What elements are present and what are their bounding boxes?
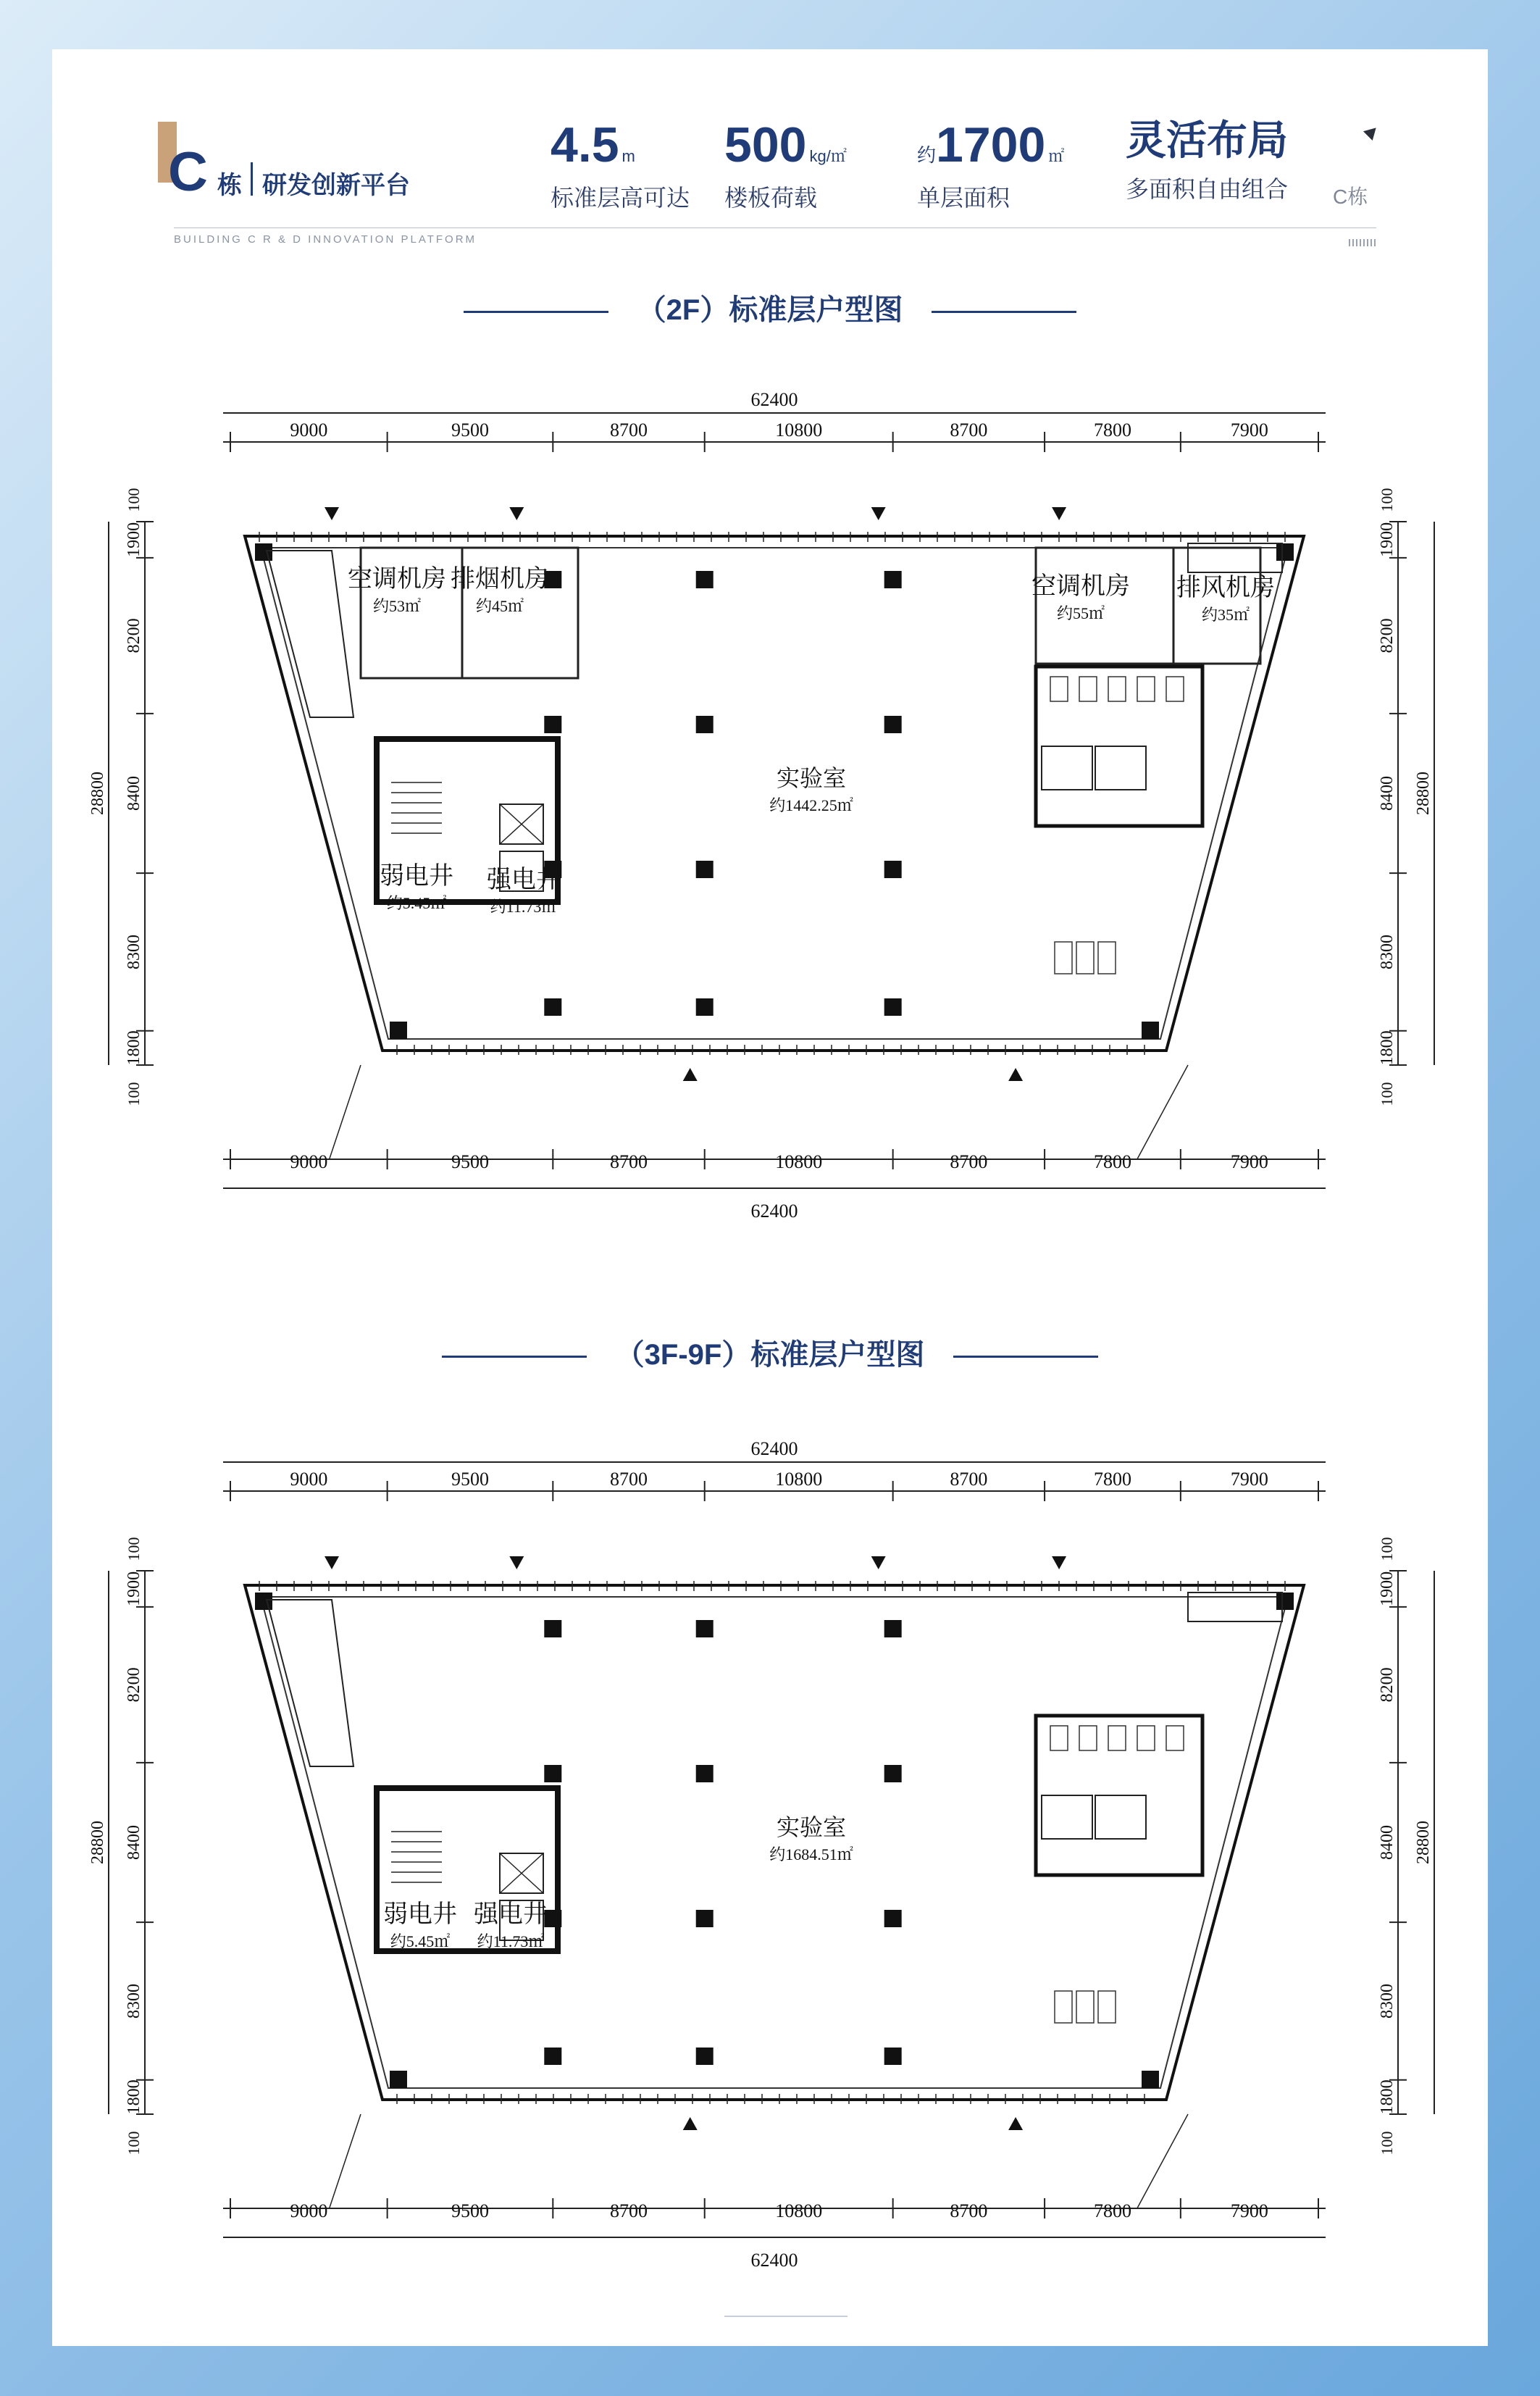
row-dimension: 1900 (125, 522, 143, 557)
row-dimension: 1800 (125, 2079, 143, 2115)
heading-line-left (464, 311, 608, 313)
elevator-shaft (1042, 1795, 1092, 1839)
structural-column (696, 2048, 713, 2065)
room-name-label: 空调机房 (348, 566, 446, 593)
corner-column (1142, 2071, 1159, 2088)
bay-dimension-bottom: 8700 (610, 1151, 648, 1172)
edge-dimension: 100 (1378, 488, 1396, 512)
bay-dimension-top: 8700 (950, 1469, 988, 1490)
room-area-label: 约55㎡ (1056, 604, 1105, 622)
row-dimension: 8200 (1378, 1667, 1397, 1703)
structural-column (884, 998, 902, 1016)
edge-dimension: 100 (1378, 1082, 1396, 1106)
room-name-label: 排烟机房 (451, 566, 549, 593)
restroom-stall (1137, 677, 1155, 701)
heading-line-left (442, 1356, 587, 1358)
room-name-label: 强电井 (474, 1901, 548, 1928)
fixture (1098, 942, 1116, 974)
stat-unit: m (622, 147, 635, 165)
fixture (1076, 942, 1094, 974)
heading-line-right (953, 1356, 1098, 1358)
building-suffix: 栋 (217, 172, 242, 199)
plan-heading-text: （2F）标准层户型图 (637, 294, 903, 326)
overall-dimension-top: 62400 (750, 1438, 798, 1459)
room-area-label: 约11.73㎡ (477, 1932, 545, 1950)
side-total-dimension: 28800 (88, 772, 107, 815)
bay-dimension-bottom: 9000 (290, 1151, 328, 1172)
bay-dimension-bottom: 8700 (950, 1151, 988, 1172)
stat-flexible-layout (1126, 117, 1289, 204)
side-total-dimension: 28800 (1414, 772, 1433, 815)
row-dimension: 8400 (125, 1825, 143, 1860)
fixture (1098, 1991, 1116, 2023)
structural-column (696, 716, 713, 733)
corner-column (1142, 1022, 1159, 1039)
entrance-arrow-icon (325, 1556, 339, 1569)
structural-column (696, 571, 713, 588)
corner-column (390, 2071, 407, 2088)
row-dimension: 1900 (1378, 522, 1397, 557)
stat-floor-load (724, 117, 847, 213)
page-subtitle: 研发创新平台 (262, 172, 410, 199)
entrance-arrow-icon (871, 1556, 886, 1569)
edge-dimension: 100 (125, 1537, 143, 1561)
bay-dimension-top: 8700 (610, 1469, 648, 1490)
row-dimension: 8400 (1378, 776, 1397, 811)
bay-dimension-top: 7800 (1093, 1469, 1131, 1490)
room-area-label: 约1442.25㎡ (769, 796, 853, 814)
stat-floor-area (917, 117, 1065, 213)
elevator-shaft (1095, 746, 1146, 790)
entrance-arrow-icon (325, 507, 339, 520)
row-dimension: 8300 (1378, 934, 1397, 969)
leader-line (1137, 2114, 1188, 2208)
structural-column (696, 861, 713, 878)
row-dimension: 8200 (125, 1667, 143, 1703)
room-name-label: 空调机房 (1031, 573, 1130, 600)
title-divider (251, 162, 253, 196)
entrance-arrow-icon (509, 507, 524, 520)
room-name-label: 强电井 (487, 867, 561, 893)
bay-dimension-top: 7800 (1093, 419, 1131, 441)
plan-heading-text: （3F-9F）标准层户型图 (615, 1339, 925, 1371)
stat-label: 标准层高可达 (551, 185, 690, 211)
row-dimension: 1800 (1378, 1030, 1397, 1066)
structural-column (544, 1620, 561, 1637)
row-dimension: 1900 (1378, 1571, 1397, 1606)
building-inner-wall (261, 548, 1288, 1039)
restroom-stall (1050, 677, 1068, 701)
corner-column (255, 1593, 272, 1610)
room-area-label: 约5.45㎡ (386, 894, 447, 912)
bay-dimension-bottom: 8700 (950, 2200, 988, 2221)
bay-dimension-top: 9500 (451, 419, 489, 441)
room-area-label: 约11.73㎡ (490, 898, 558, 916)
stat-value: 灵活布局 (1126, 117, 1288, 163)
stat-prefix: 约 (917, 144, 937, 166)
plan-heading-2f (0, 287, 1540, 328)
bay-dimension-bottom: 7900 (1230, 2200, 1268, 2221)
fire-stair-left (267, 1600, 353, 1766)
fixture (1076, 1991, 1094, 2023)
structural-column (544, 1765, 561, 1782)
bay-dimension-bottom: 9500 (451, 1151, 489, 1172)
bay-dimension-bottom: 7800 (1093, 2200, 1131, 2221)
bay-dimension-top: 10800 (775, 419, 823, 441)
row-dimension: 1900 (125, 1571, 143, 1606)
leader-line (1137, 1065, 1188, 1159)
row-dimension: 8200 (125, 618, 143, 654)
corner-column (390, 1022, 407, 1039)
room-name-label: 弱电井 (380, 863, 453, 890)
side-total-dimension: 28800 (1414, 1821, 1433, 1864)
entrance-arrow-icon (1052, 507, 1066, 520)
room-area-label: 约53㎡ (372, 597, 422, 615)
bay-dimension-bottom: 8700 (610, 2200, 648, 2221)
structural-column (696, 998, 713, 1016)
bay-dimension-bottom: 7800 (1093, 1151, 1131, 1172)
plan-heading-3f-9f (0, 1332, 1540, 1373)
structural-column (884, 861, 902, 878)
restroom-stall (1137, 1726, 1155, 1750)
building-inner-wall (261, 1597, 1288, 2088)
bay-dimension-bottom: 10800 (775, 2200, 823, 2221)
floor-plan-3f-9f (0, 1438, 1540, 2271)
bay-dimension-bottom: 9500 (451, 2200, 489, 2221)
overall-dimension-top: 62400 (750, 389, 798, 410)
leader-line (330, 2114, 361, 2208)
stat-unit: kg/㎡ (809, 147, 847, 165)
row-dimension: 8400 (125, 776, 143, 811)
bay-dimension-bottom: 10800 (775, 1151, 823, 1172)
english-subtitle: BUILDING C R & D INNOVATION PLATFORM (174, 233, 477, 246)
row-dimension: 8300 (1378, 1983, 1397, 2019)
edge-dimension: 100 (125, 2131, 143, 2155)
restroom-stall (1108, 1726, 1126, 1750)
bay-dimension-top: 10800 (775, 1469, 823, 1490)
bay-dimension-top: 9000 (290, 419, 328, 441)
stat-label: 楼板荷载 (724, 185, 818, 211)
stat-unit: ㎡ (1048, 147, 1065, 165)
edge-dimension: 100 (125, 488, 143, 512)
entrance-arrow-icon (1008, 1068, 1023, 1081)
structural-column (884, 571, 902, 588)
entrance-arrow-icon (683, 2117, 698, 2130)
room-area-label: 约1684.51㎡ (769, 1845, 853, 1863)
bay-dimension-bottom: 9000 (290, 2200, 328, 2221)
room-area-label: 约5.45㎡ (390, 1932, 451, 1950)
restroom-stall (1079, 677, 1097, 701)
entrance-arrow-icon (871, 507, 886, 520)
building-outline (245, 1585, 1304, 2100)
edge-dimension: 100 (1378, 1537, 1396, 1561)
structural-column (544, 2048, 561, 2065)
bay-dimension-top: 7900 (1230, 1469, 1268, 1490)
row-dimension: 1800 (1378, 2079, 1397, 2115)
bay-dimension-top: 8700 (610, 419, 648, 441)
building-letter: C (168, 141, 208, 203)
bay-dimension-top: 9000 (290, 1469, 328, 1490)
corner-column (1276, 1593, 1294, 1610)
stat-label: 单层面积 (917, 185, 1010, 211)
structural-column (884, 1910, 902, 1927)
structural-column (696, 1765, 713, 1782)
floor-plan-2f (0, 389, 1540, 1222)
side-total-dimension: 28800 (88, 1821, 107, 1864)
room-name-label: 实验室 (776, 1814, 847, 1840)
row-dimension: 8300 (125, 1983, 143, 2019)
restroom-stall (1166, 677, 1184, 701)
bay-dimension-top: 7900 (1230, 419, 1268, 441)
restroom-stall (1050, 1726, 1068, 1750)
room-area-label: 约35㎡ (1201, 606, 1250, 624)
elevator-shaft (1095, 1795, 1146, 1839)
stat-value: 4.5 (551, 117, 619, 172)
room-area-label: 约45㎡ (475, 597, 524, 615)
structural-column (696, 1620, 713, 1637)
bay-dimension-top: 8700 (950, 419, 988, 441)
stat-value: 500 (724, 117, 807, 172)
corner-column (255, 543, 272, 561)
leader-line (330, 1065, 361, 1159)
row-dimension: 8200 (1378, 618, 1397, 654)
structural-column (696, 1910, 713, 1927)
entrance-arrow-icon (509, 1556, 524, 1569)
row-dimension: 1800 (125, 1030, 143, 1066)
footer-rule (724, 2316, 848, 2317)
structural-column (544, 998, 561, 1016)
entrance-arrow-icon (1008, 2117, 1023, 2130)
entrance-arrow-icon (1052, 1556, 1066, 1569)
header-rule-ticks (1349, 239, 1376, 246)
restroom-stall (1079, 1726, 1097, 1750)
row-dimension: 8300 (125, 934, 143, 969)
structural-column (544, 716, 561, 733)
heading-line-right (932, 311, 1076, 313)
corner-column (1276, 543, 1294, 561)
structural-column (884, 2048, 902, 2065)
stat-value: 1700 (936, 117, 1046, 172)
stat-label: 多面积自由组合 (1126, 176, 1289, 202)
fixture (1055, 1991, 1072, 2023)
building-tag: C栋 (1333, 185, 1368, 208)
edge-dimension: 100 (1378, 2131, 1396, 2155)
elevator-shaft (1042, 746, 1092, 790)
edge-dimension: 100 (125, 1082, 143, 1106)
row-dimension: 8400 (1378, 1825, 1397, 1860)
room-name-label: 弱电井 (383, 1901, 457, 1928)
bay-dimension-top: 9500 (451, 1469, 489, 1490)
restroom-stall (1166, 1726, 1184, 1750)
room-name-label: 实验室 (776, 765, 847, 791)
room-name-label: 排风机房 (1176, 575, 1275, 601)
restroom-stall (1108, 677, 1126, 701)
fire-stair-left (267, 551, 353, 717)
structural-column (884, 1765, 902, 1782)
overall-dimension-bottom: 62400 (750, 1201, 798, 1222)
bay-dimension-bottom: 7900 (1230, 1151, 1268, 1172)
stat-floor-height (551, 117, 690, 213)
structural-column (884, 1620, 902, 1637)
fixture (1055, 942, 1072, 974)
overall-dimension-bottom: 62400 (750, 2250, 798, 2271)
entrance-arrow-icon (683, 1068, 698, 1081)
structural-column (884, 716, 902, 733)
